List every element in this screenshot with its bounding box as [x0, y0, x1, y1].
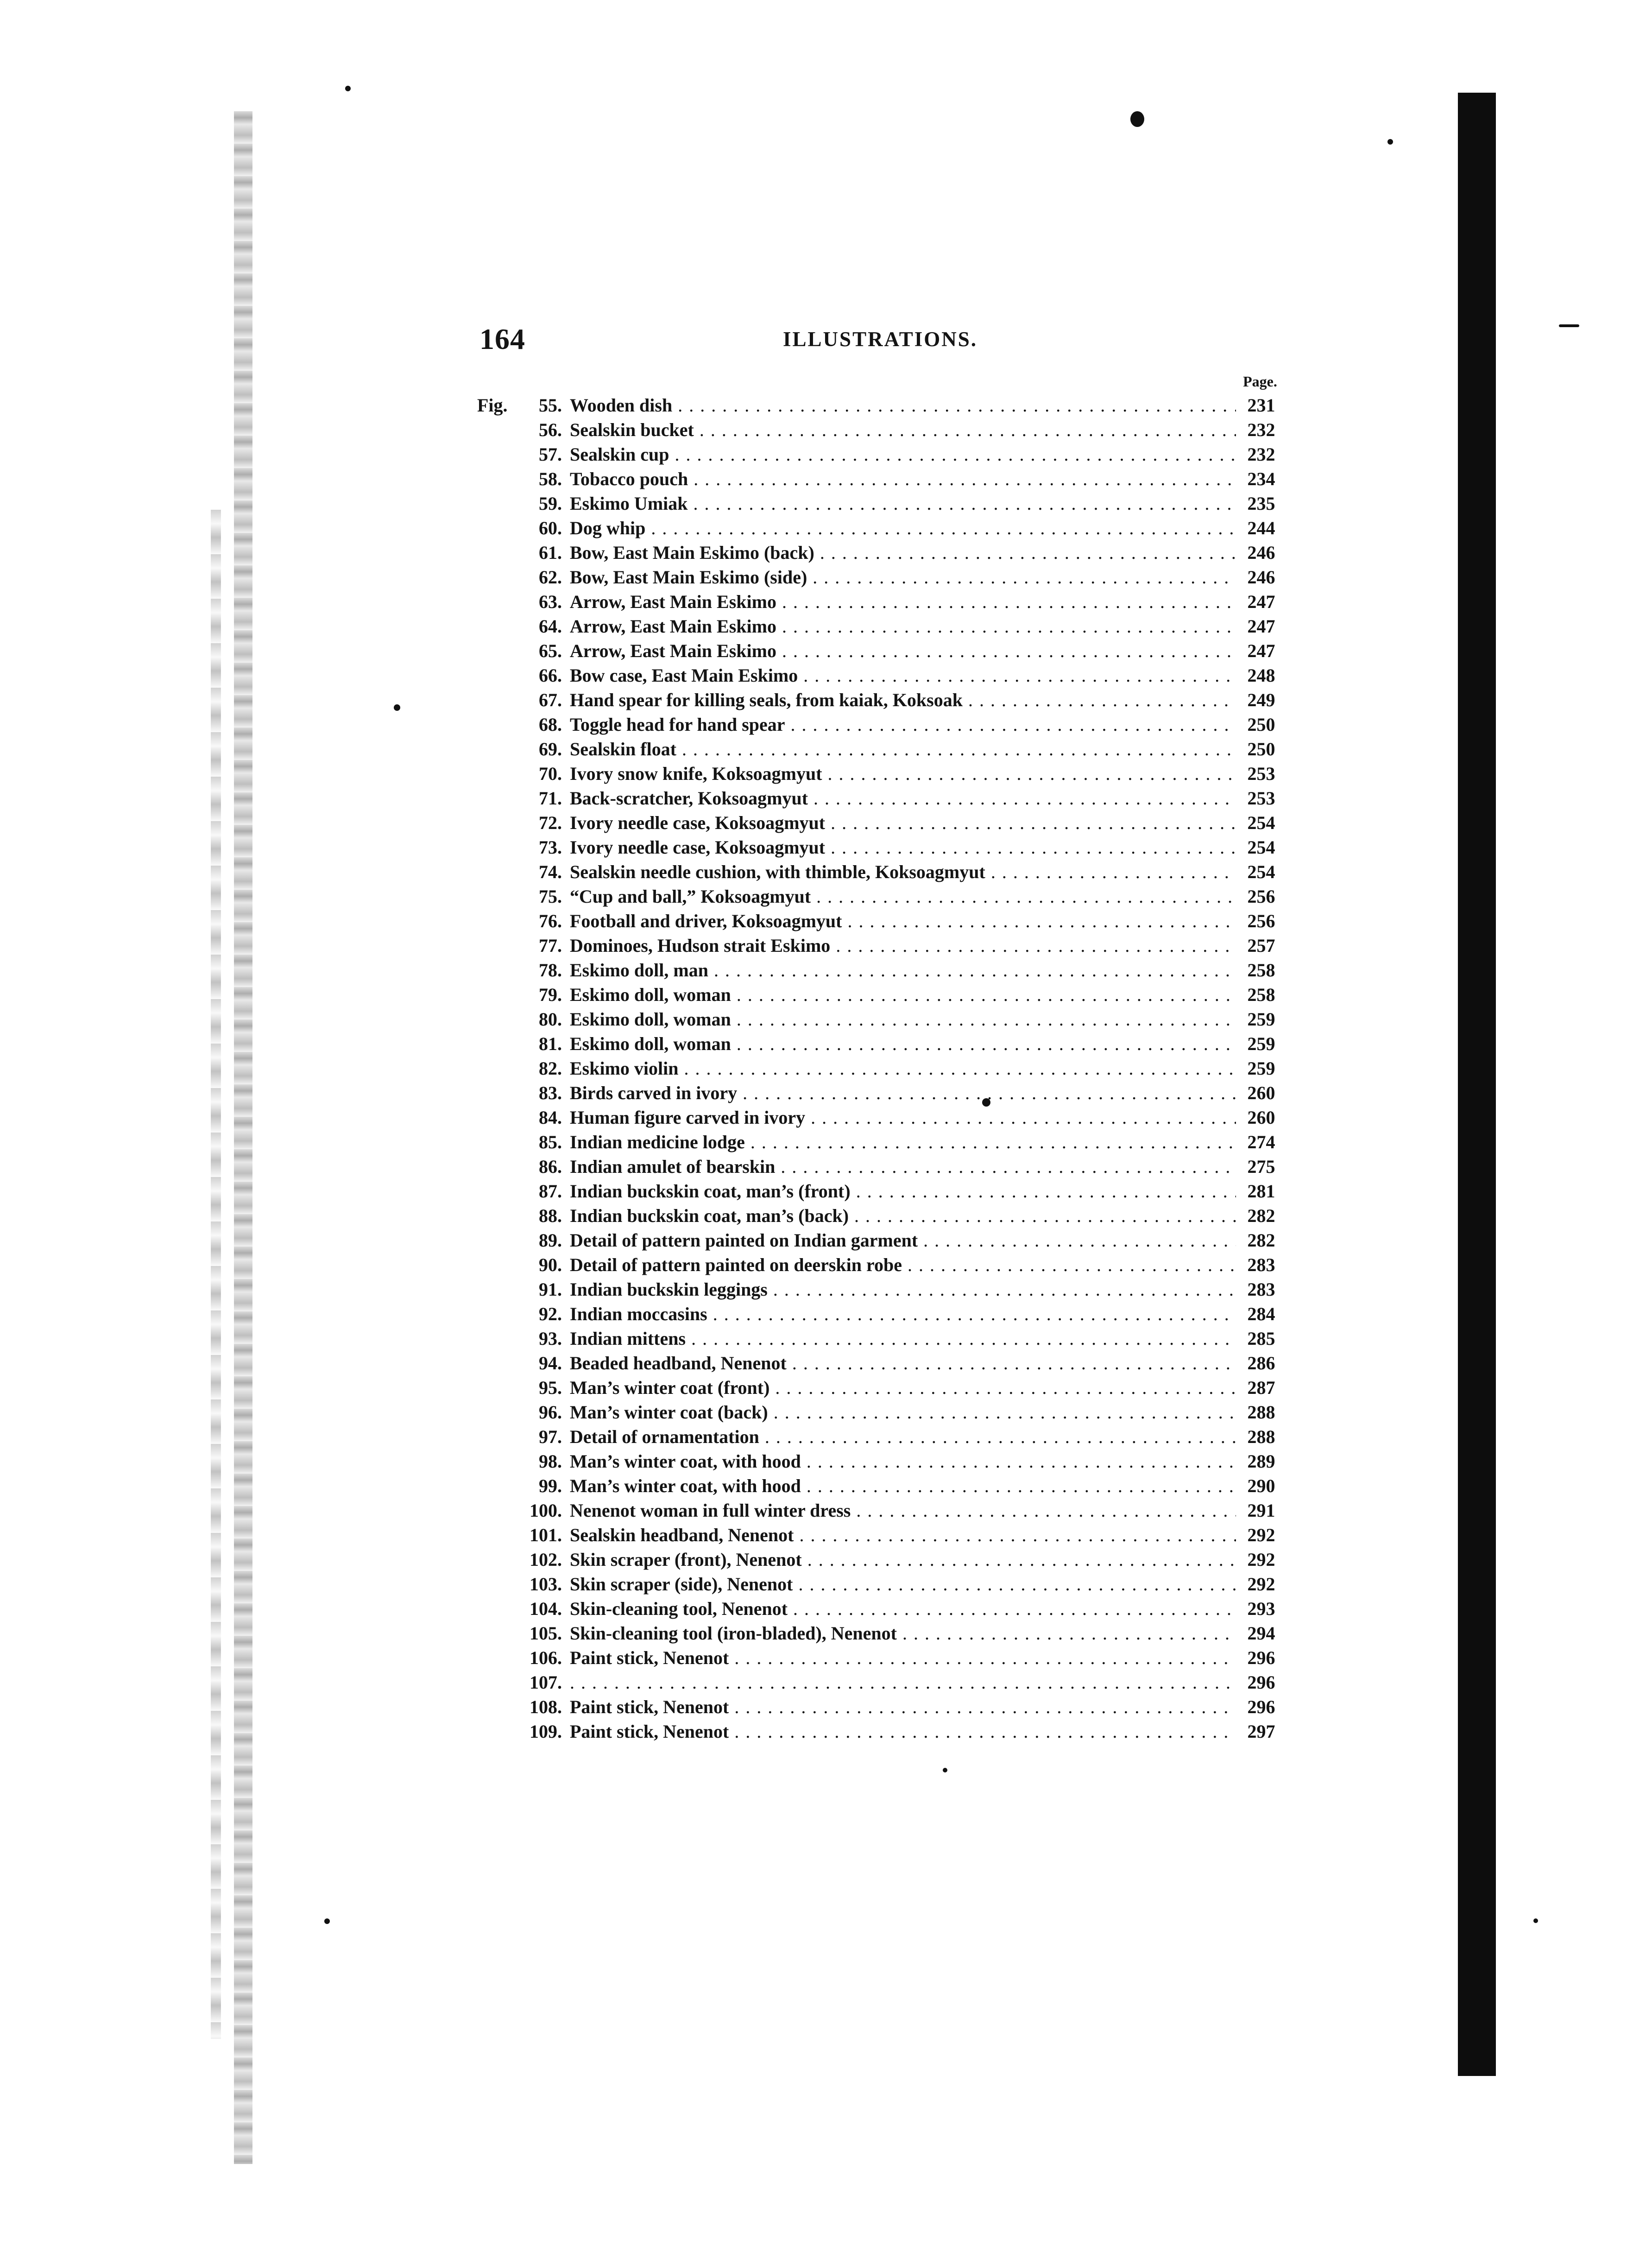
list-item: [477, 786, 1290, 810]
figure-page: 260: [1247, 1082, 1275, 1103]
figure-prefix: Fig.: [477, 395, 508, 416]
figure-title: Indian moccasins . . .: [570, 1302, 1236, 1326]
list-item: [477, 1351, 1290, 1375]
figure-title: Sealskin cup . . .: [570, 442, 1236, 467]
figure-number: 85.: [539, 1132, 562, 1152]
figure-page: 282: [1247, 1205, 1275, 1226]
figure-page: 283: [1247, 1279, 1275, 1300]
figure-number: 66.: [539, 665, 562, 686]
figure-page: 292: [1247, 1574, 1275, 1595]
figure-title: Football and driver, Koksoagmyut . . .: [570, 909, 1236, 933]
figure-title: Nenenot woman in full winter dress . . .: [570, 1498, 1236, 1523]
figure-title: Arrow, East Main Eskimo . . .: [570, 639, 1236, 663]
figure-page: 274: [1247, 1132, 1275, 1152]
figure-title: Arrow, East Main Eskimo . . .: [570, 614, 1236, 639]
list-item: [477, 933, 1290, 958]
figure-number: 87.: [539, 1181, 562, 1202]
figure-number: 56.: [539, 419, 562, 440]
figure-title: Human figure carved in ivory . . .: [570, 1105, 1236, 1130]
list-item: [477, 663, 1290, 688]
figure-title: Indian buckskin leggings . . .: [570, 1277, 1236, 1302]
list-item: [477, 909, 1290, 933]
figure-title: Indian buckskin coat, man’s (front) . . .: [570, 1179, 1236, 1203]
figure-number: 84.: [539, 1107, 562, 1128]
list-item: [477, 1203, 1290, 1228]
figure-title: “Cup and ball,” Koksoagmyut . . .: [570, 884, 1236, 909]
figure-page: 289: [1247, 1451, 1275, 1472]
list-item: [477, 1105, 1290, 1130]
scanned-right-border-bar: [1458, 93, 1496, 2076]
figure-page: 258: [1247, 960, 1275, 981]
scan-speck: [394, 704, 400, 711]
list-item: [477, 1007, 1290, 1032]
figure-page: 247: [1247, 640, 1275, 661]
list-item: [477, 1154, 1290, 1179]
figure-number: 63.: [539, 591, 562, 612]
list-item: [477, 540, 1290, 565]
figure-number: 83.: [539, 1082, 562, 1103]
scan-speck: [324, 1918, 330, 1924]
figure-title: Dog whip . . .: [570, 516, 1236, 540]
figure-title: Man’s winter coat (front) . . .: [570, 1375, 1236, 1400]
list-item: [477, 1523, 1290, 1547]
figure-page: 249: [1247, 690, 1275, 710]
list-item: [477, 761, 1290, 786]
scanned-page-edge-shadow: [234, 111, 252, 2164]
figure-page: 285: [1247, 1328, 1275, 1349]
figure-number: 74.: [539, 861, 562, 882]
list-item: [477, 1375, 1290, 1400]
figure-title: Sealskin needle cushion, with thimble, Koksoagmyut . . .: [570, 860, 1236, 884]
list-item: [477, 1547, 1290, 1572]
figure-page: 288: [1247, 1426, 1275, 1447]
list-item: [477, 1645, 1290, 1670]
figure-page: 296: [1247, 1696, 1275, 1717]
figure-number: 89.: [539, 1230, 562, 1251]
list-item: [477, 1228, 1290, 1253]
figure-title: Indian mittens . . .: [570, 1326, 1236, 1351]
list-item: [477, 1081, 1290, 1105]
figure-page: 234: [1247, 468, 1275, 489]
figure-title: Skin scraper (side), Nenenot . . .: [570, 1572, 1236, 1596]
figure-title: Sealskin headband, Nenenot . . .: [570, 1523, 1236, 1547]
figure-title: Detail of pattern painted on Indian garment . . .: [570, 1228, 1236, 1253]
figure-title: Hand spear for killing seals, from kaiak, Koksoak . . .: [570, 688, 1236, 712]
scan-speck: [345, 86, 351, 91]
figure-title: Ivory needle case, Koksoagmyut . . .: [570, 835, 1236, 860]
figure-page: 250: [1247, 714, 1275, 735]
figure-number: 107.: [530, 1672, 562, 1693]
figure-title: Skin-cleaning tool, Nenenot . . .: [570, 1596, 1236, 1621]
figure-page: 286: [1247, 1353, 1275, 1373]
figure-number: 65.: [539, 640, 562, 661]
figure-number: 103.: [530, 1574, 562, 1595]
list-item: [477, 1695, 1290, 1719]
figure-title: Ivory snow knife, Koksoagmyut . . .: [570, 761, 1236, 786]
list-item: [477, 884, 1290, 909]
figure-number: 62.: [539, 567, 562, 588]
figure-title: Sealskin bucket . . .: [570, 418, 1236, 442]
figure-number: 81.: [539, 1033, 562, 1054]
figure-page: 297: [1247, 1721, 1275, 1742]
figure-title: Eskimo doll, woman . . .: [570, 1032, 1236, 1056]
figure-title: Man’s winter coat, with hood . . .: [570, 1474, 1236, 1498]
list-item: [477, 688, 1290, 712]
figure-title: [570, 1670, 1236, 1695]
figure-number: 70.: [539, 763, 562, 784]
figure-number: 64.: [539, 616, 562, 637]
figure-page: 259: [1247, 1009, 1275, 1030]
figure-number: 73.: [539, 837, 562, 858]
figure-number: 91.: [539, 1279, 562, 1300]
figure-number: 108.: [530, 1696, 562, 1717]
list-item: [477, 1424, 1290, 1449]
page-number: 164: [479, 323, 525, 355]
figure-page: 232: [1247, 419, 1275, 440]
figure-title: Indian amulet of bearskin . . .: [570, 1154, 1236, 1179]
figure-title: Eskimo doll, woman . . .: [570, 1007, 1236, 1032]
figure-page: 253: [1247, 763, 1275, 784]
figure-title: Man’s winter coat (back) . . .: [570, 1400, 1236, 1424]
figure-title: Dominoes, Hudson strait Eskimo . . .: [570, 933, 1236, 958]
figure-number: 82.: [539, 1058, 562, 1079]
figure-page: 250: [1247, 739, 1275, 759]
figure-title: Skin-cleaning tool (iron-bladed), Nenenot . . .: [570, 1621, 1236, 1645]
figure-number: 61.: [539, 542, 562, 563]
figure-number: 55.: [539, 395, 562, 416]
figure-page: 288: [1247, 1402, 1275, 1423]
figure-title: Toggle head for hand spear . . .: [570, 712, 1236, 737]
figure-page: 256: [1247, 911, 1275, 931]
figure-number: 97.: [539, 1426, 562, 1447]
scan-speck: [1533, 1918, 1538, 1923]
figure-page: 292: [1247, 1549, 1275, 1570]
list-item: [477, 442, 1290, 467]
figure-number: 102.: [530, 1549, 562, 1570]
figure-title: Arrow, East Main Eskimo . . .: [570, 589, 1236, 614]
figure-number: 76.: [539, 911, 562, 931]
list-item: [477, 1400, 1290, 1424]
figure-page: 287: [1247, 1377, 1275, 1398]
list-item: [477, 860, 1290, 884]
figure-page: 275: [1247, 1156, 1275, 1177]
figure-page: 247: [1247, 591, 1275, 612]
list-item: [477, 491, 1290, 516]
list-item: [477, 1498, 1290, 1523]
figure-page: 283: [1247, 1254, 1275, 1275]
figure-number: 69.: [539, 739, 562, 759]
figure-title: Birds carved in ivory . . .: [570, 1081, 1236, 1105]
list-item: [477, 712, 1290, 737]
figure-number: 96.: [539, 1402, 562, 1423]
figure-title: Eskimo doll, man . . .: [570, 958, 1236, 982]
figure-title: Eskimo Umiak . . .: [570, 491, 1236, 516]
figure-number: 88.: [539, 1205, 562, 1226]
list-item: [477, 1572, 1290, 1596]
figure-title: Eskimo doll, woman . . .: [570, 982, 1236, 1007]
figure-page: 232: [1247, 444, 1275, 465]
figure-page: 253: [1247, 788, 1275, 809]
figure-title: Sealskin float . . .: [570, 737, 1236, 761]
figure-page: 254: [1247, 812, 1275, 833]
figure-number: 80.: [539, 1009, 562, 1030]
figure-title: Indian medicine lodge . . .: [570, 1130, 1236, 1154]
figure-page: 244: [1247, 518, 1275, 538]
figure-number: 58.: [539, 468, 562, 489]
list-item: [477, 1130, 1290, 1154]
figure-number: 90.: [539, 1254, 562, 1275]
list-item: [477, 1621, 1290, 1645]
list-item: [477, 1179, 1290, 1203]
figure-number: 109.: [530, 1721, 562, 1742]
figure-title: Paint stick, Nenenot . . .: [570, 1695, 1236, 1719]
scan-speck: [1130, 111, 1144, 127]
list-item: [477, 1253, 1290, 1277]
figure-number: 72.: [539, 812, 562, 833]
figure-page: 259: [1247, 1033, 1275, 1054]
figure-page: 247: [1247, 616, 1275, 637]
figure-page: 257: [1247, 935, 1275, 956]
figure-title: Indian buckskin coat, man’s (back) . . .: [570, 1203, 1236, 1228]
list-item: [477, 835, 1290, 860]
list-item: [477, 516, 1290, 540]
figure-number: 57.: [539, 444, 562, 465]
figure-page: 260: [1247, 1107, 1275, 1128]
figure-number: 71.: [539, 788, 562, 809]
figure-number: 60.: [539, 518, 562, 538]
list-item: [477, 1449, 1290, 1474]
figure-number: 93.: [539, 1328, 562, 1349]
figure-number: 106.: [530, 1647, 562, 1668]
list-item: [477, 810, 1290, 835]
scan-speck: [1387, 139, 1393, 145]
figure-page: 284: [1247, 1304, 1275, 1324]
figure-title: Ivory needle case, Koksoagmyut . . .: [570, 810, 1236, 835]
figure-page: 256: [1247, 886, 1275, 907]
scan-speck: [943, 1768, 947, 1772]
list-item: [477, 589, 1290, 614]
figure-title: Bow, East Main Eskimo (side) . . .: [570, 565, 1236, 589]
figure-title: Back-scratcher, Koksoagmyut . . .: [570, 786, 1236, 810]
figure-title: Paint stick, Nenenot . . .: [570, 1645, 1236, 1670]
figure-number: 100.: [530, 1500, 562, 1521]
figure-number: 99.: [539, 1475, 562, 1496]
figure-page: 296: [1247, 1672, 1275, 1693]
list-item: [477, 1032, 1290, 1056]
figure-number: 105.: [530, 1623, 562, 1644]
figure-page: 294: [1247, 1623, 1275, 1644]
figure-page: 246: [1247, 567, 1275, 588]
figure-page: 231: [1247, 395, 1275, 416]
figure-number: 77.: [539, 935, 562, 956]
figure-title: Detail of ornamentation . . .: [570, 1424, 1236, 1449]
figure-number: 94.: [539, 1353, 562, 1373]
list-item: [477, 614, 1290, 639]
figure-title: Eskimo violin . . .: [570, 1056, 1236, 1081]
figure-number: 101.: [530, 1525, 562, 1545]
figure-page: 246: [1247, 542, 1275, 563]
list-item: [477, 737, 1290, 761]
list-item: [477, 1277, 1290, 1302]
illustrations-list: [477, 393, 1290, 1744]
scan-speck: [1559, 324, 1579, 327]
figure-number: 95.: [539, 1377, 562, 1398]
figure-page: 259: [1247, 1058, 1275, 1079]
figure-number: 75.: [539, 886, 562, 907]
list-item: [477, 565, 1290, 589]
list-item: [477, 418, 1290, 442]
figure-page: 282: [1247, 1230, 1275, 1251]
figure-title: Skin scraper (front), Nenenot . . .: [570, 1547, 1236, 1572]
list-item: [477, 1326, 1290, 1351]
list-item: [477, 1302, 1290, 1326]
page-column-label: Page.: [1243, 373, 1277, 390]
figure-title: Bow case, East Main Eskimo . . .: [570, 663, 1236, 688]
figure-title: Detail of pattern painted on deerskin robe . . .: [570, 1253, 1236, 1277]
figure-page: 291: [1247, 1500, 1275, 1521]
figure-title: Wooden dish . . .: [570, 393, 1236, 418]
figure-page: 254: [1247, 861, 1275, 882]
list-item: [477, 958, 1290, 982]
figure-title: Tobacco pouch . . .: [570, 467, 1236, 491]
figure-number: 67.: [539, 690, 562, 710]
figure-page: 281: [1247, 1181, 1275, 1202]
list-item: [477, 1474, 1290, 1498]
figure-page: 293: [1247, 1598, 1275, 1619]
list-item: [477, 639, 1290, 663]
figure-page: 292: [1247, 1525, 1275, 1545]
running-title: ILLUSTRATIONS.: [783, 328, 978, 351]
figure-title: Paint stick, Nenenot . . .: [570, 1719, 1236, 1744]
figure-page: 258: [1247, 984, 1275, 1005]
figure-page: 235: [1247, 493, 1275, 514]
list-item: [477, 467, 1290, 491]
figure-number: 78.: [539, 960, 562, 981]
figure-title: Man’s winter coat, with hood . . .: [570, 1449, 1236, 1474]
list-item: [477, 982, 1290, 1007]
figure-page: 254: [1247, 837, 1275, 858]
figure-title: Bow, East Main Eskimo (back) . . .: [570, 540, 1236, 565]
figure-number: 86.: [539, 1156, 562, 1177]
figure-title: Beaded headband, Nenenot . . .: [570, 1351, 1236, 1375]
figure-page: 248: [1247, 665, 1275, 686]
list-item: [477, 393, 1290, 418]
figure-number: 59.: [539, 493, 562, 514]
figure-page: 290: [1247, 1475, 1275, 1496]
list-item: [477, 1719, 1290, 1744]
list-item: [477, 1596, 1290, 1621]
figure-number: 104.: [530, 1598, 562, 1619]
figure-page: 296: [1247, 1647, 1275, 1668]
figure-number: 79.: [539, 984, 562, 1005]
list-item: [477, 1056, 1290, 1081]
figure-number: 68.: [539, 714, 562, 735]
scanned-binding-shadow: [211, 510, 221, 2039]
figure-number: 98.: [539, 1451, 562, 1472]
list-item: [477, 1670, 1290, 1695]
figure-number: 92.: [539, 1304, 562, 1324]
